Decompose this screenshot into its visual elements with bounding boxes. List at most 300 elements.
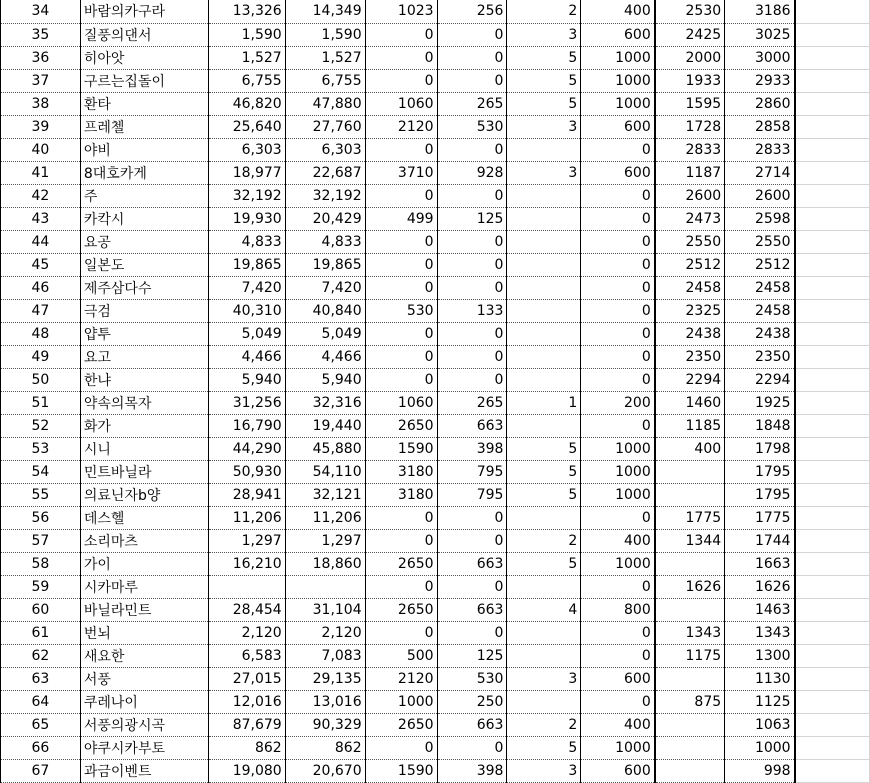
- total-cell[interactable]: 2438: [725, 322, 795, 345]
- empty-cell[interactable]: [795, 621, 870, 644]
- total-cell[interactable]: 1848: [725, 414, 795, 437]
- name-cell[interactable]: 히아앗: [80, 46, 208, 69]
- value-cell-c1[interactable]: 25,640: [208, 115, 285, 138]
- value-cell-c1[interactable]: 4,833: [208, 230, 285, 253]
- value-cell-c2[interactable]: 32,316: [285, 391, 365, 414]
- value-cell-c2[interactable]: 2,120: [285, 621, 365, 644]
- value-cell-c6[interactable]: 0: [581, 230, 655, 253]
- value-cell-c7[interactable]: 2438: [655, 322, 725, 345]
- value-cell-c7[interactable]: 2550: [655, 230, 725, 253]
- value-cell-c6[interactable]: 1000: [581, 736, 655, 759]
- value-cell-c6[interactable]: 1000: [581, 69, 655, 92]
- row-number-cell[interactable]: 35: [1, 23, 81, 46]
- name-cell[interactable]: 새요한: [80, 644, 208, 667]
- value-cell-c6[interactable]: 0: [581, 207, 655, 230]
- value-cell-c5[interactable]: 5: [507, 92, 581, 115]
- value-cell-c6[interactable]: 600: [581, 667, 655, 690]
- value-cell-c2[interactable]: 32,192: [285, 184, 365, 207]
- value-cell-c3[interactable]: 3180: [365, 483, 437, 506]
- total-cell[interactable]: 2458: [725, 299, 795, 322]
- value-cell-c4[interactable]: 0: [437, 230, 507, 253]
- empty-cell[interactable]: [795, 115, 870, 138]
- empty-cell[interactable]: [795, 552, 870, 575]
- value-cell-c3[interactable]: 2650: [365, 552, 437, 575]
- value-cell-c1[interactable]: 7,420: [208, 276, 285, 299]
- value-cell-c6[interactable]: 0: [581, 253, 655, 276]
- value-cell-c1[interactable]: 6,303: [208, 138, 285, 161]
- value-cell-c1[interactable]: 18,977: [208, 161, 285, 184]
- name-cell[interactable]: 프레첼: [80, 115, 208, 138]
- empty-cell[interactable]: [795, 299, 870, 322]
- value-cell-c5[interactable]: 1: [507, 391, 581, 414]
- value-cell-c5[interactable]: 5: [507, 483, 581, 506]
- value-cell-c6[interactable]: 0: [581, 322, 655, 345]
- value-cell-c7[interactable]: [655, 667, 725, 690]
- value-cell-c7[interactable]: 1775: [655, 506, 725, 529]
- value-cell-c7[interactable]: 400: [655, 437, 725, 460]
- total-cell[interactable]: 1343: [725, 621, 795, 644]
- value-cell-c2[interactable]: 1,590: [285, 23, 365, 46]
- value-cell-c2[interactable]: 5,940: [285, 368, 365, 391]
- value-cell-c3[interactable]: 1060: [365, 391, 437, 414]
- empty-cell[interactable]: [795, 184, 870, 207]
- empty-cell[interactable]: [795, 322, 870, 345]
- value-cell-c5[interactable]: [507, 345, 581, 368]
- value-cell-c2[interactable]: 40,840: [285, 299, 365, 322]
- value-cell-c3[interactable]: 2120: [365, 667, 437, 690]
- value-cell-c2[interactable]: 54,110: [285, 460, 365, 483]
- value-cell-c7[interactable]: 1728: [655, 115, 725, 138]
- value-cell-c2[interactable]: 31,104: [285, 598, 365, 621]
- value-cell-c6[interactable]: 400: [581, 713, 655, 736]
- total-cell[interactable]: 3000: [725, 46, 795, 69]
- value-cell-c6[interactable]: 0: [581, 299, 655, 322]
- value-cell-c5[interactable]: [507, 414, 581, 437]
- value-cell-c7[interactable]: [655, 713, 725, 736]
- value-cell-c5[interactable]: 5: [507, 46, 581, 69]
- empty-cell[interactable]: [795, 575, 870, 598]
- row-number-cell[interactable]: 67: [1, 759, 81, 782]
- value-cell-c3[interactable]: 499: [365, 207, 437, 230]
- value-cell-c6[interactable]: 0: [581, 575, 655, 598]
- value-cell-c4[interactable]: 530: [437, 667, 507, 690]
- name-cell[interactable]: 요고: [80, 345, 208, 368]
- value-cell-c4[interactable]: 530: [437, 115, 507, 138]
- value-cell-c4[interactable]: 663: [437, 552, 507, 575]
- row-number-cell[interactable]: 60: [1, 598, 81, 621]
- total-cell[interactable]: 2933: [725, 69, 795, 92]
- value-cell-c6[interactable]: 0: [581, 506, 655, 529]
- value-cell-c3[interactable]: 500: [365, 644, 437, 667]
- name-cell[interactable]: 극검: [80, 299, 208, 322]
- value-cell-c1[interactable]: 4,466: [208, 345, 285, 368]
- name-cell[interactable]: 소리마츠: [80, 529, 208, 552]
- value-cell-c2[interactable]: 45,880: [285, 437, 365, 460]
- total-cell[interactable]: 2833: [725, 138, 795, 161]
- value-cell-c4[interactable]: 795: [437, 460, 507, 483]
- row-number-cell[interactable]: 42: [1, 184, 81, 207]
- value-cell-c2[interactable]: 5,049: [285, 322, 365, 345]
- row-number-cell[interactable]: 65: [1, 713, 81, 736]
- empty-cell[interactable]: [795, 138, 870, 161]
- value-cell-c3[interactable]: 0: [365, 69, 437, 92]
- value-cell-c4[interactable]: 265: [437, 391, 507, 414]
- value-cell-c3[interactable]: 0: [365, 621, 437, 644]
- value-cell-c1[interactable]: 1,527: [208, 46, 285, 69]
- value-cell-c4[interactable]: 663: [437, 713, 507, 736]
- empty-cell[interactable]: [795, 414, 870, 437]
- total-cell[interactable]: 1125: [725, 690, 795, 713]
- empty-cell[interactable]: [795, 483, 870, 506]
- value-cell-c7[interactable]: [655, 552, 725, 575]
- value-cell-c6[interactable]: 0: [581, 368, 655, 391]
- value-cell-c6[interactable]: 0: [581, 138, 655, 161]
- row-number-cell[interactable]: 40: [1, 138, 81, 161]
- value-cell-c2[interactable]: 20,670: [285, 759, 365, 782]
- value-cell-c1[interactable]: 19,930: [208, 207, 285, 230]
- value-cell-c4[interactable]: 0: [437, 69, 507, 92]
- total-cell[interactable]: 1744: [725, 529, 795, 552]
- row-number-cell[interactable]: 61: [1, 621, 81, 644]
- value-cell-c4[interactable]: 795: [437, 483, 507, 506]
- value-cell-c4[interactable]: 928: [437, 161, 507, 184]
- value-cell-c6[interactable]: 400: [581, 529, 655, 552]
- value-cell-c5[interactable]: [507, 253, 581, 276]
- row-number-cell[interactable]: 55: [1, 483, 81, 506]
- total-cell[interactable]: 998: [725, 759, 795, 782]
- value-cell-c1[interactable]: 50,930: [208, 460, 285, 483]
- name-cell[interactable]: 요공: [80, 230, 208, 253]
- value-cell-c6[interactable]: 1000: [581, 437, 655, 460]
- name-cell[interactable]: 민트바닐라: [80, 460, 208, 483]
- total-cell[interactable]: 1000: [725, 736, 795, 759]
- name-cell[interactable]: 얍투: [80, 322, 208, 345]
- value-cell-c6[interactable]: 600: [581, 161, 655, 184]
- value-cell-c4[interactable]: 265: [437, 92, 507, 115]
- total-cell[interactable]: 3186: [725, 0, 795, 23]
- value-cell-c2[interactable]: 47,880: [285, 92, 365, 115]
- value-cell-c6[interactable]: 0: [581, 644, 655, 667]
- value-cell-c1[interactable]: 40,310: [208, 299, 285, 322]
- value-cell-c5[interactable]: 5: [507, 69, 581, 92]
- total-cell[interactable]: 3025: [725, 23, 795, 46]
- value-cell-c5[interactable]: [507, 322, 581, 345]
- row-number-cell[interactable]: 41: [1, 161, 81, 184]
- value-cell-c1[interactable]: 28,941: [208, 483, 285, 506]
- value-cell-c6[interactable]: 1000: [581, 92, 655, 115]
- name-cell[interactable]: 한냐: [80, 368, 208, 391]
- total-cell[interactable]: 2858: [725, 115, 795, 138]
- value-cell-c4[interactable]: 0: [437, 529, 507, 552]
- value-cell-c5[interactable]: 5: [507, 552, 581, 575]
- value-cell-c2[interactable]: 862: [285, 736, 365, 759]
- value-cell-c6[interactable]: 1000: [581, 46, 655, 69]
- total-cell[interactable]: 2458: [725, 276, 795, 299]
- empty-cell[interactable]: [795, 69, 870, 92]
- value-cell-c3[interactable]: 0: [365, 368, 437, 391]
- value-cell-c1[interactable]: 87,679: [208, 713, 285, 736]
- value-cell-c3[interactable]: 0: [365, 276, 437, 299]
- empty-cell[interactable]: [795, 437, 870, 460]
- total-cell[interactable]: 2598: [725, 207, 795, 230]
- row-number-cell[interactable]: 38: [1, 92, 81, 115]
- row-number-cell[interactable]: 44: [1, 230, 81, 253]
- value-cell-c4[interactable]: 0: [437, 575, 507, 598]
- value-cell-c2[interactable]: 22,687: [285, 161, 365, 184]
- value-cell-c4[interactable]: 0: [437, 23, 507, 46]
- value-cell-c1[interactable]: [208, 575, 285, 598]
- value-cell-c2[interactable]: 4,466: [285, 345, 365, 368]
- empty-cell[interactable]: [795, 276, 870, 299]
- value-cell-c4[interactable]: 0: [437, 46, 507, 69]
- value-cell-c2[interactable]: 13,016: [285, 690, 365, 713]
- value-cell-c7[interactable]: 2458: [655, 276, 725, 299]
- value-cell-c4[interactable]: 0: [437, 368, 507, 391]
- total-cell[interactable]: 2600: [725, 184, 795, 207]
- row-number-cell[interactable]: 62: [1, 644, 81, 667]
- value-cell-c3[interactable]: 0: [365, 506, 437, 529]
- name-cell[interactable]: 약속의목자: [80, 391, 208, 414]
- value-cell-c5[interactable]: 5: [507, 736, 581, 759]
- value-cell-c3[interactable]: 2650: [365, 713, 437, 736]
- total-cell[interactable]: 1063: [725, 713, 795, 736]
- empty-cell[interactable]: [795, 667, 870, 690]
- value-cell-c1[interactable]: 6,755: [208, 69, 285, 92]
- value-cell-c4[interactable]: 398: [437, 759, 507, 782]
- value-cell-c4[interactable]: 0: [437, 276, 507, 299]
- value-cell-c5[interactable]: [507, 299, 581, 322]
- value-cell-c2[interactable]: 20,429: [285, 207, 365, 230]
- value-cell-c7[interactable]: 1175: [655, 644, 725, 667]
- value-cell-c3[interactable]: 0: [365, 529, 437, 552]
- value-cell-c3[interactable]: 0: [365, 184, 437, 207]
- value-cell-c7[interactable]: 2294: [655, 368, 725, 391]
- name-cell[interactable]: 바람의카구라: [80, 0, 208, 23]
- row-number-cell[interactable]: 47: [1, 299, 81, 322]
- value-cell-c7[interactable]: 2833: [655, 138, 725, 161]
- value-cell-c2[interactable]: 19,865: [285, 253, 365, 276]
- empty-cell[interactable]: [795, 529, 870, 552]
- value-cell-c3[interactable]: 1590: [365, 437, 437, 460]
- value-cell-c6[interactable]: 0: [581, 690, 655, 713]
- name-cell[interactable]: 카칵시: [80, 207, 208, 230]
- empty-cell[interactable]: [795, 23, 870, 46]
- name-cell[interactable]: 서풍의광시곡: [80, 713, 208, 736]
- value-cell-c2[interactable]: 32,121: [285, 483, 365, 506]
- total-cell[interactable]: 1130: [725, 667, 795, 690]
- value-cell-c5[interactable]: 2: [507, 529, 581, 552]
- empty-cell[interactable]: [795, 759, 870, 782]
- total-cell[interactable]: 2550: [725, 230, 795, 253]
- value-cell-c7[interactable]: 1343: [655, 621, 725, 644]
- value-cell-c5[interactable]: [507, 644, 581, 667]
- value-cell-c7[interactable]: 2000: [655, 46, 725, 69]
- value-cell-c3[interactable]: 0: [365, 345, 437, 368]
- value-cell-c2[interactable]: 7,420: [285, 276, 365, 299]
- value-cell-c4[interactable]: 663: [437, 414, 507, 437]
- value-cell-c4[interactable]: 398: [437, 437, 507, 460]
- value-cell-c7[interactable]: 2473: [655, 207, 725, 230]
- value-cell-c4[interactable]: 0: [437, 322, 507, 345]
- value-cell-c4[interactable]: 125: [437, 644, 507, 667]
- value-cell-c6[interactable]: 0: [581, 414, 655, 437]
- value-cell-c3[interactable]: 1023: [365, 0, 437, 23]
- value-cell-c2[interactable]: 1,527: [285, 46, 365, 69]
- total-cell[interactable]: 1626: [725, 575, 795, 598]
- value-cell-c7[interactable]: 1933: [655, 69, 725, 92]
- name-cell[interactable]: 환타: [80, 92, 208, 115]
- total-cell[interactable]: 1463: [725, 598, 795, 621]
- name-cell[interactable]: 질풍의댄서: [80, 23, 208, 46]
- value-cell-c4[interactable]: 256: [437, 0, 507, 23]
- value-cell-c2[interactable]: 18,860: [285, 552, 365, 575]
- value-cell-c2[interactable]: 90,329: [285, 713, 365, 736]
- row-number-cell[interactable]: 34: [1, 0, 81, 23]
- value-cell-c2[interactable]: 7,083: [285, 644, 365, 667]
- value-cell-c5[interactable]: [507, 690, 581, 713]
- value-cell-c4[interactable]: 0: [437, 345, 507, 368]
- value-cell-c1[interactable]: 19,865: [208, 253, 285, 276]
- name-cell[interactable]: 야비: [80, 138, 208, 161]
- value-cell-c2[interactable]: 4,833: [285, 230, 365, 253]
- value-cell-c3[interactable]: 1000: [365, 690, 437, 713]
- value-cell-c5[interactable]: 3: [507, 759, 581, 782]
- value-cell-c2[interactable]: 11,206: [285, 506, 365, 529]
- name-cell[interactable]: 가이: [80, 552, 208, 575]
- value-cell-c1[interactable]: 11,206: [208, 506, 285, 529]
- total-cell[interactable]: 2294: [725, 368, 795, 391]
- value-cell-c7[interactable]: 1185: [655, 414, 725, 437]
- empty-cell[interactable]: [795, 368, 870, 391]
- row-number-cell[interactable]: 51: [1, 391, 81, 414]
- value-cell-c2[interactable]: 6,755: [285, 69, 365, 92]
- empty-cell[interactable]: [795, 92, 870, 115]
- value-cell-c4[interactable]: 0: [437, 253, 507, 276]
- value-cell-c4[interactable]: 0: [437, 736, 507, 759]
- value-cell-c5[interactable]: [507, 207, 581, 230]
- value-cell-c5[interactable]: [507, 368, 581, 391]
- row-number-cell[interactable]: 37: [1, 69, 81, 92]
- row-number-cell[interactable]: 54: [1, 460, 81, 483]
- row-number-cell[interactable]: 39: [1, 115, 81, 138]
- value-cell-c3[interactable]: 2120: [365, 115, 437, 138]
- value-cell-c2[interactable]: 1,297: [285, 529, 365, 552]
- value-cell-c4[interactable]: 0: [437, 184, 507, 207]
- value-cell-c1[interactable]: 16,210: [208, 552, 285, 575]
- value-cell-c1[interactable]: 44,290: [208, 437, 285, 460]
- value-cell-c3[interactable]: 0: [365, 46, 437, 69]
- empty-cell[interactable]: [795, 460, 870, 483]
- name-cell[interactable]: 야쿠시카부토: [80, 736, 208, 759]
- value-cell-c7[interactable]: [655, 736, 725, 759]
- value-cell-c6[interactable]: 400: [581, 0, 655, 23]
- row-number-cell[interactable]: 49: [1, 345, 81, 368]
- value-cell-c6[interactable]: 1000: [581, 552, 655, 575]
- value-cell-c2[interactable]: [285, 575, 365, 598]
- value-cell-c3[interactable]: 0: [365, 138, 437, 161]
- empty-cell[interactable]: [795, 644, 870, 667]
- name-cell[interactable]: 구르는집돌이: [80, 69, 208, 92]
- row-number-cell[interactable]: 66: [1, 736, 81, 759]
- total-cell[interactable]: 2512: [725, 253, 795, 276]
- value-cell-c6[interactable]: 200: [581, 391, 655, 414]
- value-cell-c7[interactable]: [655, 483, 725, 506]
- value-cell-c1[interactable]: 28,454: [208, 598, 285, 621]
- row-number-cell[interactable]: 58: [1, 552, 81, 575]
- value-cell-c7[interactable]: 2512: [655, 253, 725, 276]
- empty-cell[interactable]: [795, 690, 870, 713]
- value-cell-c5[interactable]: 2: [507, 0, 581, 23]
- value-cell-c5[interactable]: 3: [507, 667, 581, 690]
- empty-cell[interactable]: [795, 506, 870, 529]
- value-cell-c7[interactable]: 2530: [655, 0, 725, 23]
- value-cell-c3[interactable]: 0: [365, 575, 437, 598]
- value-cell-c1[interactable]: 862: [208, 736, 285, 759]
- value-cell-c7[interactable]: [655, 598, 725, 621]
- value-cell-c5[interactable]: 5: [507, 437, 581, 460]
- value-cell-c3[interactable]: 1060: [365, 92, 437, 115]
- row-number-cell[interactable]: 64: [1, 690, 81, 713]
- name-cell[interactable]: 과금이벤트: [80, 759, 208, 782]
- value-cell-c7[interactable]: 1187: [655, 161, 725, 184]
- value-cell-c7[interactable]: 1595: [655, 92, 725, 115]
- value-cell-c2[interactable]: 14,349: [285, 0, 365, 23]
- value-cell-c6[interactable]: 1000: [581, 483, 655, 506]
- total-cell[interactable]: 2350: [725, 345, 795, 368]
- value-cell-c1[interactable]: 27,015: [208, 667, 285, 690]
- empty-cell[interactable]: [795, 736, 870, 759]
- empty-cell[interactable]: [795, 391, 870, 414]
- value-cell-c2[interactable]: 6,303: [285, 138, 365, 161]
- value-cell-c7[interactable]: [655, 460, 725, 483]
- value-cell-c5[interactable]: [507, 506, 581, 529]
- row-number-cell[interactable]: 48: [1, 322, 81, 345]
- total-cell[interactable]: 1795: [725, 460, 795, 483]
- total-cell[interactable]: 1925: [725, 391, 795, 414]
- value-cell-c4[interactable]: 133: [437, 299, 507, 322]
- name-cell[interactable]: 시니: [80, 437, 208, 460]
- value-cell-c5[interactable]: 2: [507, 713, 581, 736]
- total-cell[interactable]: 1798: [725, 437, 795, 460]
- name-cell[interactable]: 8대호카게: [80, 161, 208, 184]
- empty-cell[interactable]: [795, 230, 870, 253]
- value-cell-c1[interactable]: 16,790: [208, 414, 285, 437]
- value-cell-c5[interactable]: 5: [507, 460, 581, 483]
- value-cell-c7[interactable]: 2325: [655, 299, 725, 322]
- empty-cell[interactable]: [795, 207, 870, 230]
- name-cell[interactable]: 주: [80, 184, 208, 207]
- value-cell-c7[interactable]: [655, 759, 725, 782]
- name-cell[interactable]: 번뇌: [80, 621, 208, 644]
- value-cell-c4[interactable]: 663: [437, 598, 507, 621]
- empty-cell[interactable]: [795, 161, 870, 184]
- empty-cell[interactable]: [795, 345, 870, 368]
- empty-cell[interactable]: [795, 46, 870, 69]
- row-number-cell[interactable]: 43: [1, 207, 81, 230]
- value-cell-c3[interactable]: 2650: [365, 598, 437, 621]
- value-cell-c3[interactable]: 0: [365, 253, 437, 276]
- row-number-cell[interactable]: 50: [1, 368, 81, 391]
- name-cell[interactable]: 의료닌자b양: [80, 483, 208, 506]
- value-cell-c6[interactable]: 1000: [581, 460, 655, 483]
- name-cell[interactable]: 서풍: [80, 667, 208, 690]
- value-cell-c6[interactable]: 600: [581, 759, 655, 782]
- value-cell-c6[interactable]: 800: [581, 598, 655, 621]
- value-cell-c5[interactable]: [507, 138, 581, 161]
- value-cell-c4[interactable]: 0: [437, 506, 507, 529]
- value-cell-c3[interactable]: 0: [365, 322, 437, 345]
- name-cell[interactable]: 시카마루: [80, 575, 208, 598]
